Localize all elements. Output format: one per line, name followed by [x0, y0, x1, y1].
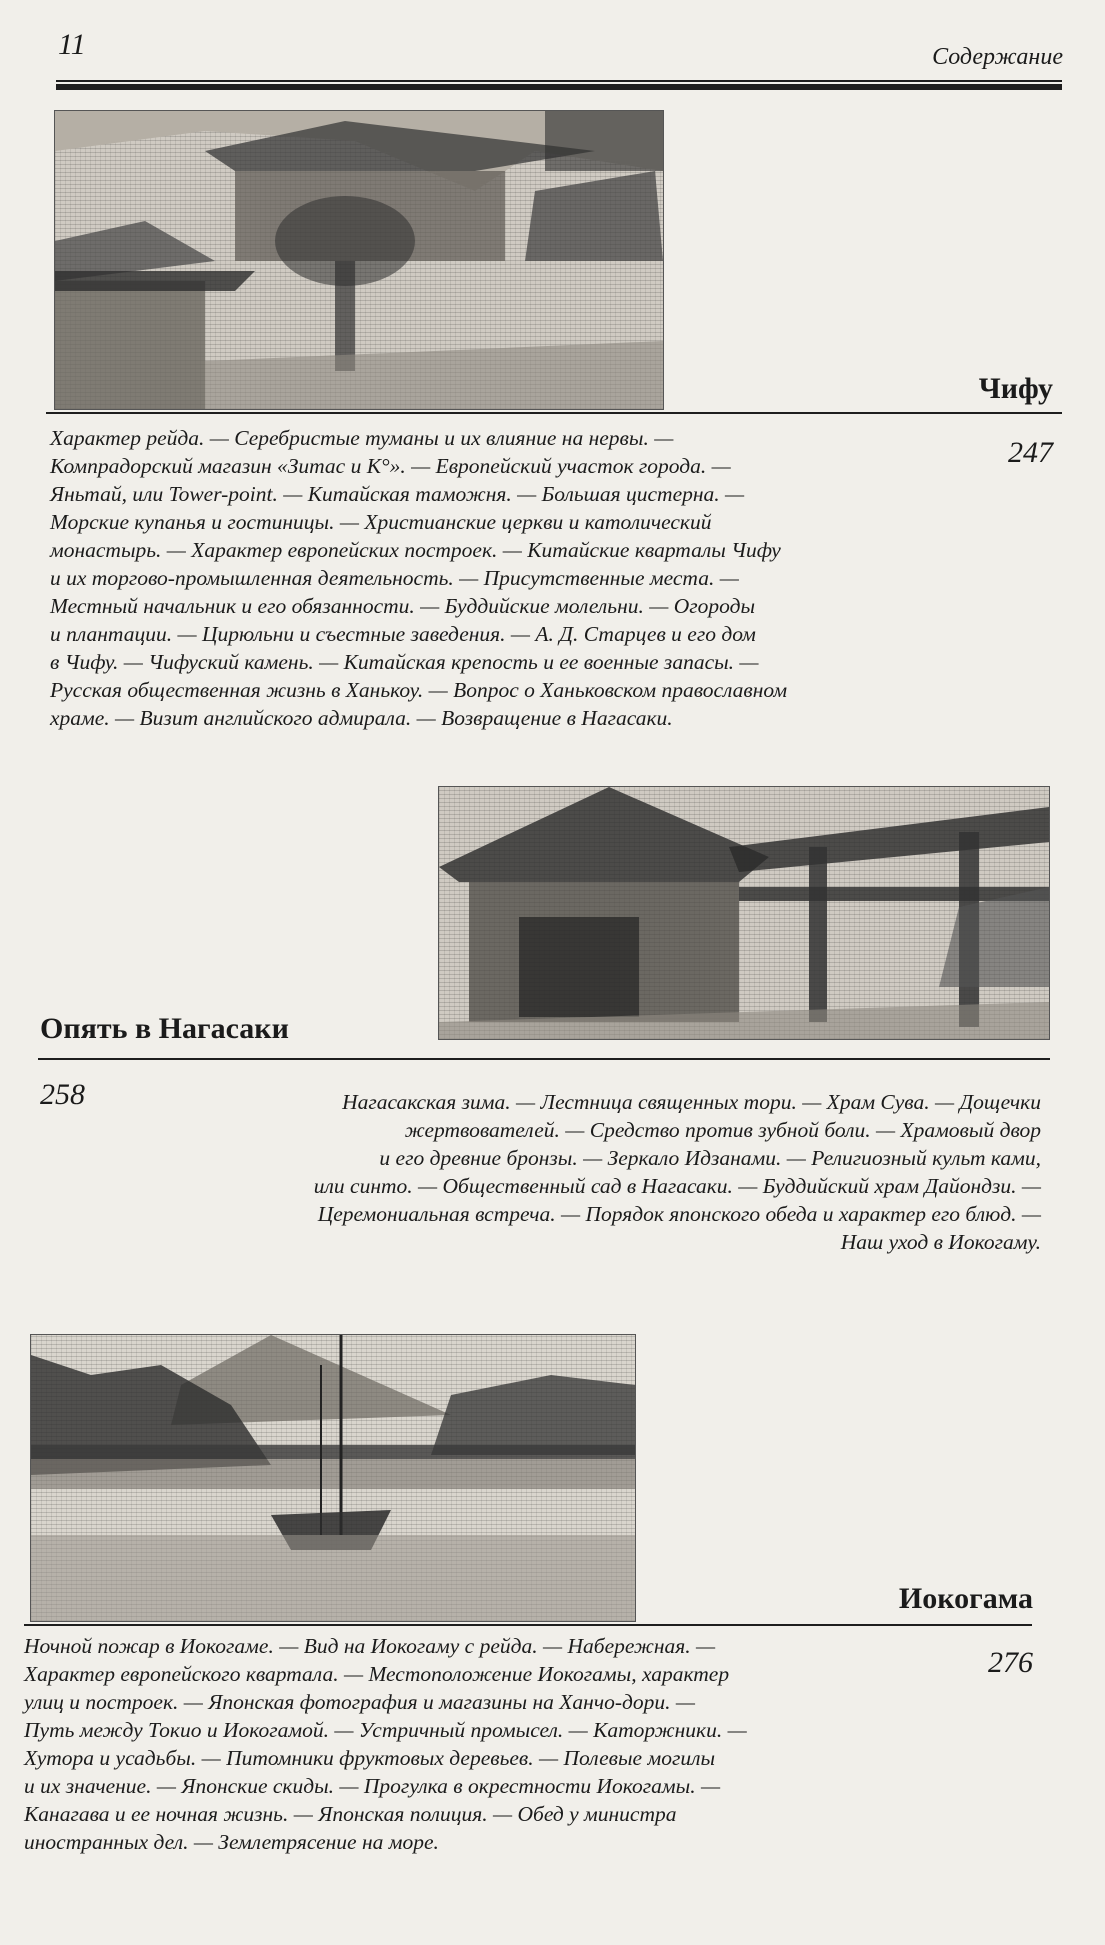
description-line: Морские купанья и гостиницы. — Христианские церкви и католический [50, 510, 712, 534]
description-line: в Чифу. — Чифуский камень. — Китайская крепость и ее военные запасы. — [50, 650, 759, 674]
section-title: Чифу [978, 372, 1053, 405]
description-line: монастырь. — Характер европейских построек. — Китайские кварталы Чифу [50, 538, 781, 562]
description-line: и их значение. — Японские скиды. — Прогулка в окрестности Иокогамы. — [24, 1774, 721, 1798]
description-line: Ночной пожар в Иокогаме. — Вид на Иокогаму с рейда. — Набережная. — [24, 1634, 716, 1658]
description-line: Компрадорский магазин «Зитас и К°». — Европейский участок города. — [50, 454, 731, 478]
engraving-mount-fuji-harbor-image [30, 1334, 636, 1622]
page-number: 11 [58, 28, 86, 61]
header-rule [56, 80, 1062, 82]
section-title: Иокогама [898, 1582, 1033, 1615]
description-line: Яньтай, или Tower-point. — Китайская таможня. — Большая цистерна. — [50, 482, 745, 506]
description-line: Наш уход в Иокогаму. [840, 1230, 1041, 1254]
section-page-number: 247 [1008, 436, 1053, 469]
description-line: жертвователей. — Средство против зубной боли. — Храмовый двор [404, 1118, 1041, 1142]
description-line: Нагасакская зима. — Лестница священных тори. — Храм Сува. — Дощечки [342, 1090, 1041, 1114]
engraving-courtyard-houses-image [54, 110, 664, 410]
description-line: Местный начальник и его обязанности. — Буддийские молельни. — Огороды [50, 594, 756, 618]
description-line: Хутора и усадьбы. — Питомники фруктовых деревьев. — Полевые могилы [24, 1746, 716, 1770]
header-rule-thick [56, 84, 1062, 90]
description-line: Характер европейского квартала. — Местоположение Иокогамы, характер [24, 1662, 730, 1686]
description-line: храме. — Визит английского адмирала. — Возвращение в Нагасаки. [50, 706, 673, 730]
section-rule [38, 1058, 1050, 1060]
description-line: или синто. — Общественный сад в Нагасаки. — Буддийский храм Дайондзи. — [313, 1174, 1041, 1198]
engraving-temple-torii-image [438, 786, 1050, 1040]
section-description [314, 1088, 1041, 1256]
section-rule [46, 412, 1062, 414]
section-description [50, 424, 787, 732]
description-line: иностранных дел. — Землетрясение на море. [24, 1830, 439, 1854]
running-title: Содержание [932, 44, 1063, 70]
description-line: и его древние бронзы. — Зеркало Идзанами. — Религиозный культ ками, [379, 1146, 1041, 1170]
section-page-number: 276 [988, 1646, 1033, 1679]
section-page-number: 258 [40, 1078, 85, 1111]
description-line: Церемониальная встреча. — Порядок японского обеда и характер его блюд. — [317, 1202, 1041, 1226]
section-description [24, 1632, 747, 1856]
description-line: Канагава и ее ночная жизнь. — Японская полиция. — Обед у министра [24, 1802, 677, 1826]
description-line: и их торгово-промышленная деятельность. — Присутственные места. — [50, 566, 739, 590]
section-rule [24, 1624, 1032, 1626]
description-line: улиц и построек. — Японская фотография и магазины на Ханчо-дори. — [24, 1690, 695, 1714]
description-line: Русская общественная жизнь в Ханькоу. — Вопрос о Ханьковском православном [50, 678, 788, 702]
description-line: и плантации. — Цирюльни и съестные заведения. — А. Д. Старцев и его дом [50, 622, 756, 646]
description-line: Путь между Токио и Иокогамой. — Устричный промысел. — Каторжники. — [24, 1718, 747, 1742]
description-line: Характер рейда. — Серебристые туманы и их влияние на нервы. — [50, 426, 674, 450]
section-title: Опять в Нагасаки [40, 1012, 289, 1045]
